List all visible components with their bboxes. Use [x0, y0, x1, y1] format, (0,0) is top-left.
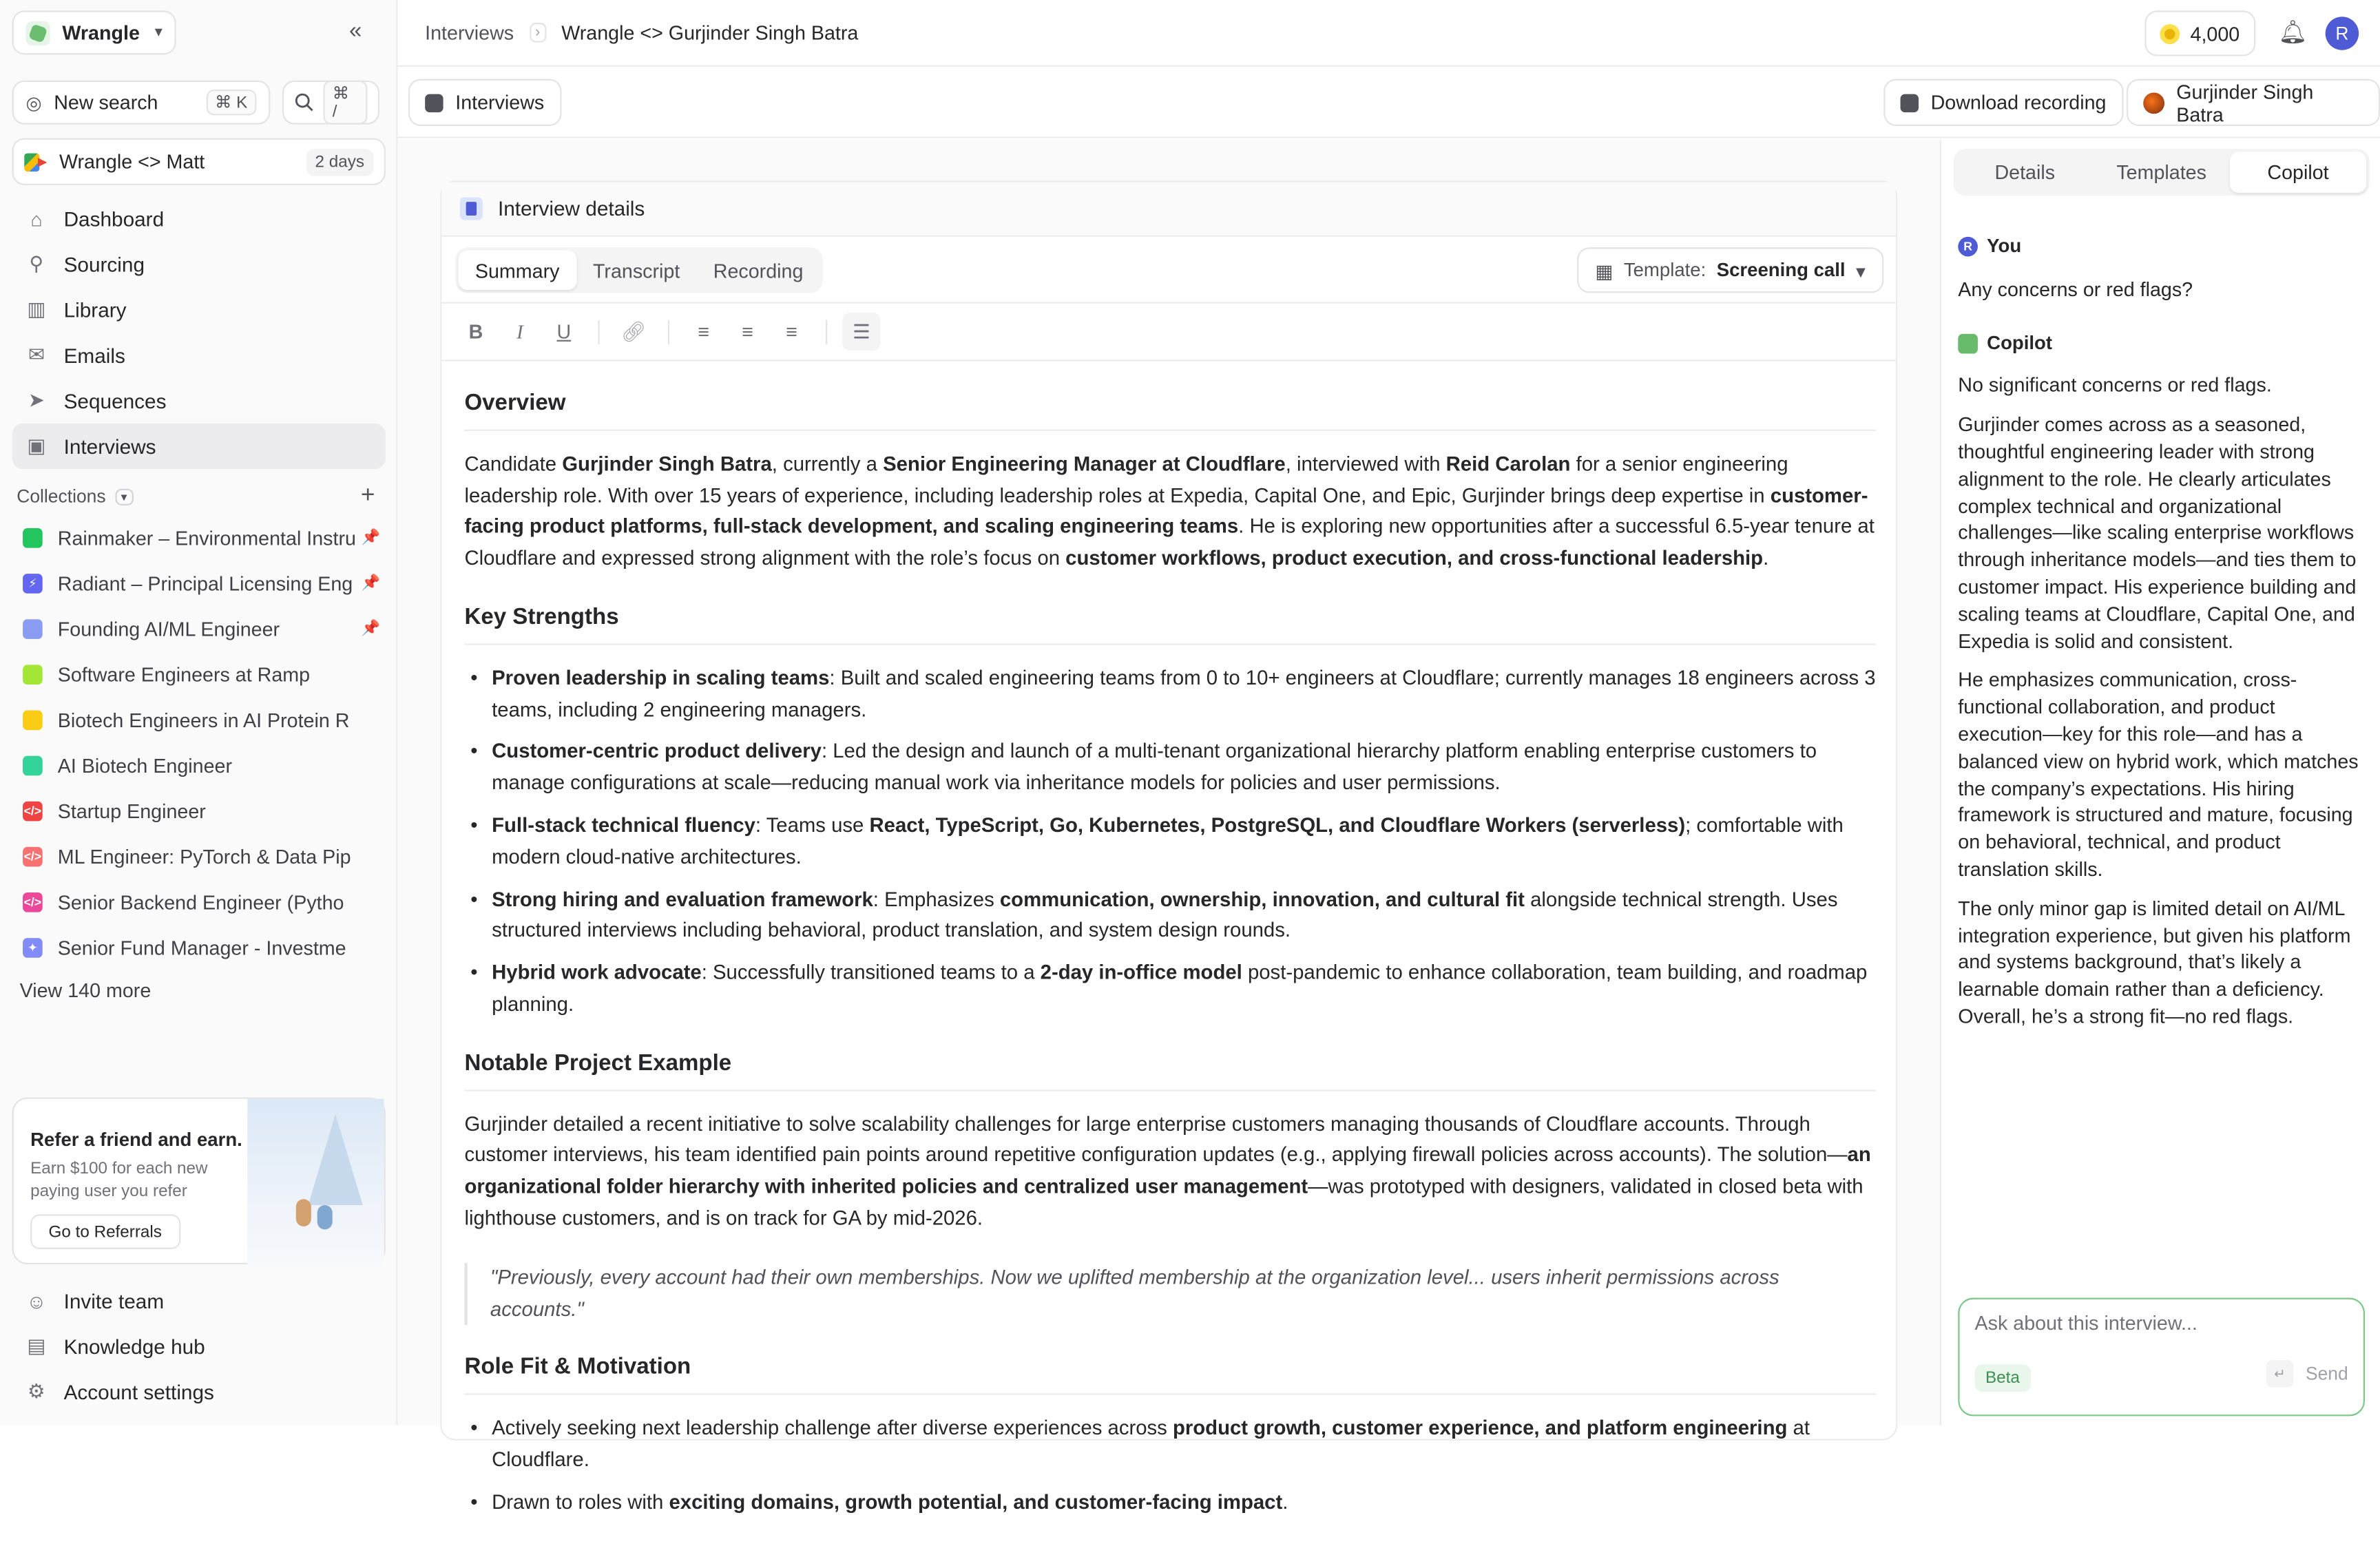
- add-collection-icon[interactable]: +: [360, 482, 375, 509]
- link-icon[interactable]: 🔗︎: [620, 319, 647, 343]
- avatar: R: [1958, 238, 1978, 258]
- send-button[interactable]: [2266, 1360, 2348, 1388]
- card-header: [441, 182, 1896, 236]
- nav-label: Interviews: [63, 435, 156, 458]
- nav-item-interviews[interactable]: [12, 424, 386, 469]
- collection-color-icon: [23, 664, 43, 684]
- main-content: [397, 140, 1939, 1513]
- go-to-referrals-button[interactable]: Go to Referrals: [30, 1214, 180, 1249]
- collection-color-icon: </>: [23, 801, 43, 821]
- collection-item[interactable]: [12, 514, 386, 560]
- workspace-name: Wrangle: [62, 21, 140, 44]
- credits-badge[interactable]: [2144, 10, 2255, 56]
- summary-document[interactable]: [464, 388, 1876, 1546]
- collection-color-icon: ✦: [23, 937, 43, 957]
- template-select[interactable]: [1577, 247, 1883, 293]
- collection-item[interactable]: [12, 924, 386, 970]
- collection-item[interactable]: [12, 742, 386, 788]
- recording-icon: [1901, 94, 1919, 112]
- workspace-switcher[interactable]: [12, 10, 176, 54]
- panel-tabs: [1954, 149, 2370, 196]
- interview-icon: ▣: [27, 434, 46, 457]
- search-icon: [295, 92, 315, 112]
- sidebar: [0, 0, 397, 1425]
- collection-color-icon: [23, 755, 43, 775]
- nav-item-dashboard[interactable]: [12, 196, 386, 241]
- copilot-message: Gurjinder comes across as a seasoned, thoughtful engineering leader with strong alignment to the role. He clearly articulates complex technical and organizational challenges—like scaling enterprise workflows through inheritance models—and ties them to customer impact. His experience building and scaling teams at Cloudflare, Capital One, and Expedia is solid and consistent.: [1958, 412, 2357, 652]
- align-left-icon[interactable]: ≡: [698, 320, 709, 344]
- gear-icon: ⚙: [28, 1379, 45, 1403]
- nav-label: Account settings: [63, 1380, 214, 1403]
- user-message: Any concerns or red flags?: [1958, 277, 2193, 300]
- collection-label: Biotech Engineers in AI Protein R: [57, 708, 350, 731]
- chat-input[interactable]: [1975, 1311, 2347, 1334]
- candidate-button-label: Gurjinder Singh Batra: [2176, 79, 2314, 125]
- project-paragraph: Gurjinder detailed a recent initiative to solve scalability challenges for large enterprise customers managing thousands of Cloudflare accounts. Through customer interviews, his team identified pain points around repetitive configuration updates (e.g., applying firewall policies across accounts). The solution—an organizational folder hierarchy with inherited policies and centralized user management—was prototyped with designers, validated in closed beta with lighthouse customers, and is on track for GA by mid-2026.: [464, 1111, 1871, 1230]
- child-illustration: [296, 1199, 311, 1226]
- copilot-message: No significant concerns or red flags.: [1958, 374, 2272, 397]
- nav-item-sequences[interactable]: [12, 378, 386, 424]
- template-prefix: Template:: [1623, 259, 1706, 281]
- collection-color-icon: [23, 709, 43, 729]
- project-quote: "Previously, every account had their own memberships. Now we uplifted membership at the organization level... users inherit permissions across accounts.": [464, 1262, 1876, 1326]
- copilot-logo-icon: [1958, 334, 1978, 354]
- align-right-icon[interactable]: ≡: [786, 320, 797, 344]
- collection-label: AI Biotech Engineer: [57, 753, 233, 777]
- breadcrumb-current: Wrangle <> Gurjinder Singh Batra: [561, 21, 859, 44]
- bullet-list-icon[interactable]: ☰: [842, 313, 880, 351]
- nav-label: Invite team: [63, 1289, 165, 1313]
- collection-label: Founding AI/ML Engineer: [57, 616, 280, 640]
- list-item: • Customer-centric product delivery: Led the design and launch of a multi-tenant organizational hierarchy platform enabling enterprise customers to manage configurations at scale—reducing manual work via inheritance models for policies and user permissions.: [464, 737, 1876, 800]
- chat-composer: [1958, 1298, 2365, 1417]
- collection-label: Senior Backend Engineer (Pytho: [57, 890, 344, 913]
- recent-meeting[interactable]: [12, 138, 386, 185]
- candidate-button[interactable]: [2127, 79, 2380, 126]
- recent-meeting-badge: 2 days: [306, 148, 373, 176]
- divider: [598, 320, 599, 344]
- enter-icon: ↵: [2266, 1360, 2294, 1388]
- user-message-author: [1958, 233, 2365, 260]
- collection-item[interactable]: [12, 879, 386, 924]
- credits-value: 4,000: [2190, 21, 2240, 45]
- collection-item[interactable]: [12, 605, 386, 651]
- download-recording-button[interactable]: [1883, 79, 2122, 126]
- nav-item-account-settings[interactable]: [12, 1369, 386, 1414]
- nav-item-invite-team[interactable]: [12, 1278, 386, 1324]
- strengths-list: [464, 663, 1876, 1021]
- users-icon: ☺: [26, 1289, 47, 1313]
- tree-illustration: [308, 1114, 362, 1205]
- collections-label: Collections: [17, 485, 106, 508]
- referral-card: [12, 1098, 386, 1264]
- recent-meeting-label: Wrangle <> Matt: [59, 150, 205, 174]
- document-icon: [460, 198, 483, 220]
- tab-details[interactable]: Details: [1994, 160, 2056, 184]
- user-search-icon: ◎: [25, 92, 42, 114]
- card-title: Interview details: [497, 197, 645, 220]
- referral-illustration: [247, 1099, 384, 1266]
- collection-color-icon: [23, 618, 43, 638]
- bell-icon[interactable]: 🔔︎: [2278, 19, 2308, 46]
- collection-color-icon: [23, 527, 43, 547]
- project-heading: Notable Project Example: [464, 1048, 1876, 1090]
- nav-label: Emails: [63, 344, 125, 367]
- copilot-message-author: [1958, 331, 2365, 357]
- referral-subtitle: Earn $100 for each new paying user you refer: [30, 1159, 208, 1201]
- collection-item[interactable]: [12, 651, 386, 697]
- template-icon: ▦: [1595, 260, 1614, 282]
- pin-icon[interactable]: 📌: [361, 574, 381, 592]
- list-item: • Full-stack technical fluency: Teams use React, TypeScript, Go, Kubernetes, PostgreSQL, and Cloudflare Workers (serverless); comfortable with modern cloud-native architectures.: [464, 811, 1876, 874]
- copilot-panel: [1940, 140, 2380, 1425]
- underline-icon[interactable]: U: [556, 320, 572, 344]
- book-open-icon: ▤: [27, 1334, 46, 1357]
- chevron-down-icon[interactable]: ▾: [115, 488, 133, 505]
- chevron-down-icon: ▾: [154, 24, 163, 41]
- tab-summary[interactable]: Summary: [459, 251, 576, 290]
- nav-item-sourcing[interactable]: [12, 241, 386, 286]
- toolbar: [397, 68, 2380, 138]
- list-item: • Proven leadership in scaling teams: Built and scaled engineering teams from 0 to 10+ engineers at Cloudflare; currently manages 18 engineers across 3 teams, including 2 engineering managers.: [464, 663, 1876, 727]
- copilot-message: The only minor gap is limited detail on AI/ML integration experience, but given his platform and systems background, that’s likely a learnable domain rather than a deficiency. Overall, he’s a strong fit—no red flags.: [1958, 897, 2351, 1028]
- author-name: Copilot: [1987, 331, 2053, 353]
- interview-icon: [425, 94, 443, 112]
- user-search-icon: ⚲: [29, 251, 44, 275]
- search-row: [12, 81, 379, 125]
- bold-icon[interactable]: B: [468, 320, 483, 344]
- main-nav: [12, 196, 386, 469]
- collection-color-icon: </>: [23, 892, 43, 912]
- nav-label: Dashboard: [63, 207, 165, 230]
- search-shortcut: ⌘ /: [323, 81, 367, 125]
- coin-icon: [2160, 23, 2180, 43]
- list-item: • Hybrid work advocate: Successfully transitioned teams to a 2-day in-office model post-pandemic to enhance collaboration, team building, and roadmap planning.: [464, 958, 1876, 1021]
- avatar[interactable]: R: [2326, 17, 2359, 50]
- chat-thread: [1958, 233, 2365, 1042]
- nav-label: Sequences: [63, 389, 167, 412]
- template-value: Screening call: [1716, 259, 1846, 281]
- collection-label: Rainmaker – Environmental Instru: [57, 525, 356, 549]
- search-button[interactable]: [282, 81, 379, 125]
- collection-item[interactable]: [12, 560, 386, 605]
- nav-label: Library: [63, 298, 127, 322]
- format-toolbar: [441, 304, 1896, 362]
- breadcrumb: [425, 21, 858, 44]
- divider: [668, 320, 669, 344]
- pin-icon[interactable]: 📌: [361, 529, 381, 546]
- new-search-label: New search: [54, 91, 158, 114]
- copilot-message: He emphasizes communication, cross-functional collaboration, and product execution—key for this role—and has a balanced view on hybrid work, which matches the company’s expectations. His hiring framework is structured and mature, focusing on behavioral, technical, and product translation skills.: [1958, 668, 2359, 881]
- tab-templates[interactable]: Templates: [2116, 160, 2206, 184]
- collection-label: Senior Fund Manager - Investme: [57, 935, 346, 959]
- google-meet-icon: [24, 153, 47, 171]
- strengths-heading: Key Strengths: [464, 603, 1876, 645]
- new-search-shortcut: ⌘ K: [206, 90, 257, 115]
- collections-header: [17, 483, 375, 510]
- interviews-button-label: Interviews: [455, 91, 545, 114]
- wrangle-logo-icon: [25, 21, 50, 45]
- nav-item-emails[interactable]: [12, 333, 386, 378]
- rolefit-heading: Role Fit & Motivation: [464, 1353, 1876, 1395]
- italic-icon[interactable]: I: [516, 319, 523, 343]
- list-item: • Drawn to roles with exciting domains, growth potential, and customer-facing impact.: [464, 1487, 1876, 1518]
- collection-item[interactable]: [12, 697, 386, 742]
- collection-label: Software Engineers at Ramp: [57, 662, 311, 686]
- tab-copilot[interactable]: Copilot: [2230, 152, 2366, 193]
- breadcrumb-interviews[interactable]: Interviews: [425, 21, 514, 44]
- tabs-row: [441, 237, 1896, 304]
- collections-list: [12, 514, 386, 970]
- content-tabs: [455, 247, 823, 293]
- mail-icon: ✉: [28, 343, 45, 366]
- author-name: You: [1987, 235, 2022, 257]
- collection-color-icon: ⚡: [23, 573, 43, 593]
- align-center-icon[interactable]: ≡: [742, 320, 753, 344]
- child-illustration: [317, 1205, 333, 1229]
- collection-label: Radiant – Principal Licensing Eng: [57, 571, 353, 594]
- collection-label: ML Engineer: PyTorch & Data Pip: [57, 844, 351, 868]
- send-label: Send: [2305, 1363, 2348, 1385]
- overview-paragraph: Candidate Gurjinder Singh Batra, currently a Senior Engineering Manager at Cloudflare, interviewed with Reid Carolan for a senior engineering leadership role. With over 15 years of experience, including leadership roles at Expedia, Capital One, and Epic, Gurjinder brings deep expertise in customer-facing product platforms, full-stack development, and scaling engineering teams. He is exploring new opportunities after a successful 6.5-year tenure at Cloudflare and expressed strong alignment with the role’s focus on customer workflows, product execution, and cross-functional leadership.: [464, 452, 1875, 570]
- list-item: • Actively seeking next leadership challenge after diverse experiences across product growth, customer experience, and platform engineering at Cloudflare.: [464, 1413, 1876, 1476]
- interviews-button[interactable]: [408, 79, 561, 126]
- collapse-sidebar-icon[interactable]: «: [348, 18, 362, 44]
- nav-item-library[interactable]: [12, 287, 386, 333]
- referral-title: Refer a friend and earn.: [30, 1129, 242, 1151]
- interview-details-card: [440, 180, 1897, 1513]
- divider: [826, 320, 827, 344]
- nav-label: Knowledge hub: [63, 1335, 205, 1358]
- collection-label: Startup Engineer: [57, 799, 206, 822]
- nav-item-knowledge-hub[interactable]: [12, 1324, 386, 1369]
- book-icon: ▥: [27, 297, 46, 321]
- pin-icon[interactable]: 📌: [361, 620, 381, 637]
- view-more-link[interactable]: View 140 more: [19, 979, 152, 1002]
- new-search-button[interactable]: [12, 81, 271, 125]
- chevron-right-icon: ›: [529, 23, 546, 43]
- rolefit-list: [464, 1413, 1876, 1518]
- home-icon: ⌂: [30, 207, 43, 230]
- collection-color-icon: </>: [23, 846, 43, 866]
- beta-badge: Beta: [1975, 1364, 2031, 1392]
- tab-recording[interactable]: Recording: [713, 258, 804, 282]
- collection-item[interactable]: [12, 788, 386, 833]
- chevron-down-icon: ▾: [1855, 260, 1866, 282]
- bottom-nav: [12, 1278, 386, 1414]
- candidate-avatar: [2143, 92, 2164, 113]
- overview-heading: Overview: [464, 388, 1876, 430]
- send-icon: ➤: [28, 388, 45, 412]
- list-item: • Strong hiring and evaluation framework: Emphasizes communication, ownership, innovation, and cultural fit alongside technical strength. Uses structured interviews including behavioral, product translation, and system design rounds.: [464, 884, 1876, 948]
- nav-label: Sourcing: [63, 252, 145, 276]
- tab-transcript[interactable]: Transcript: [592, 258, 680, 282]
- top-bar: [397, 0, 2380, 67]
- download-recording-label: Download recording: [1930, 91, 2107, 114]
- collection-item[interactable]: [12, 833, 386, 879]
